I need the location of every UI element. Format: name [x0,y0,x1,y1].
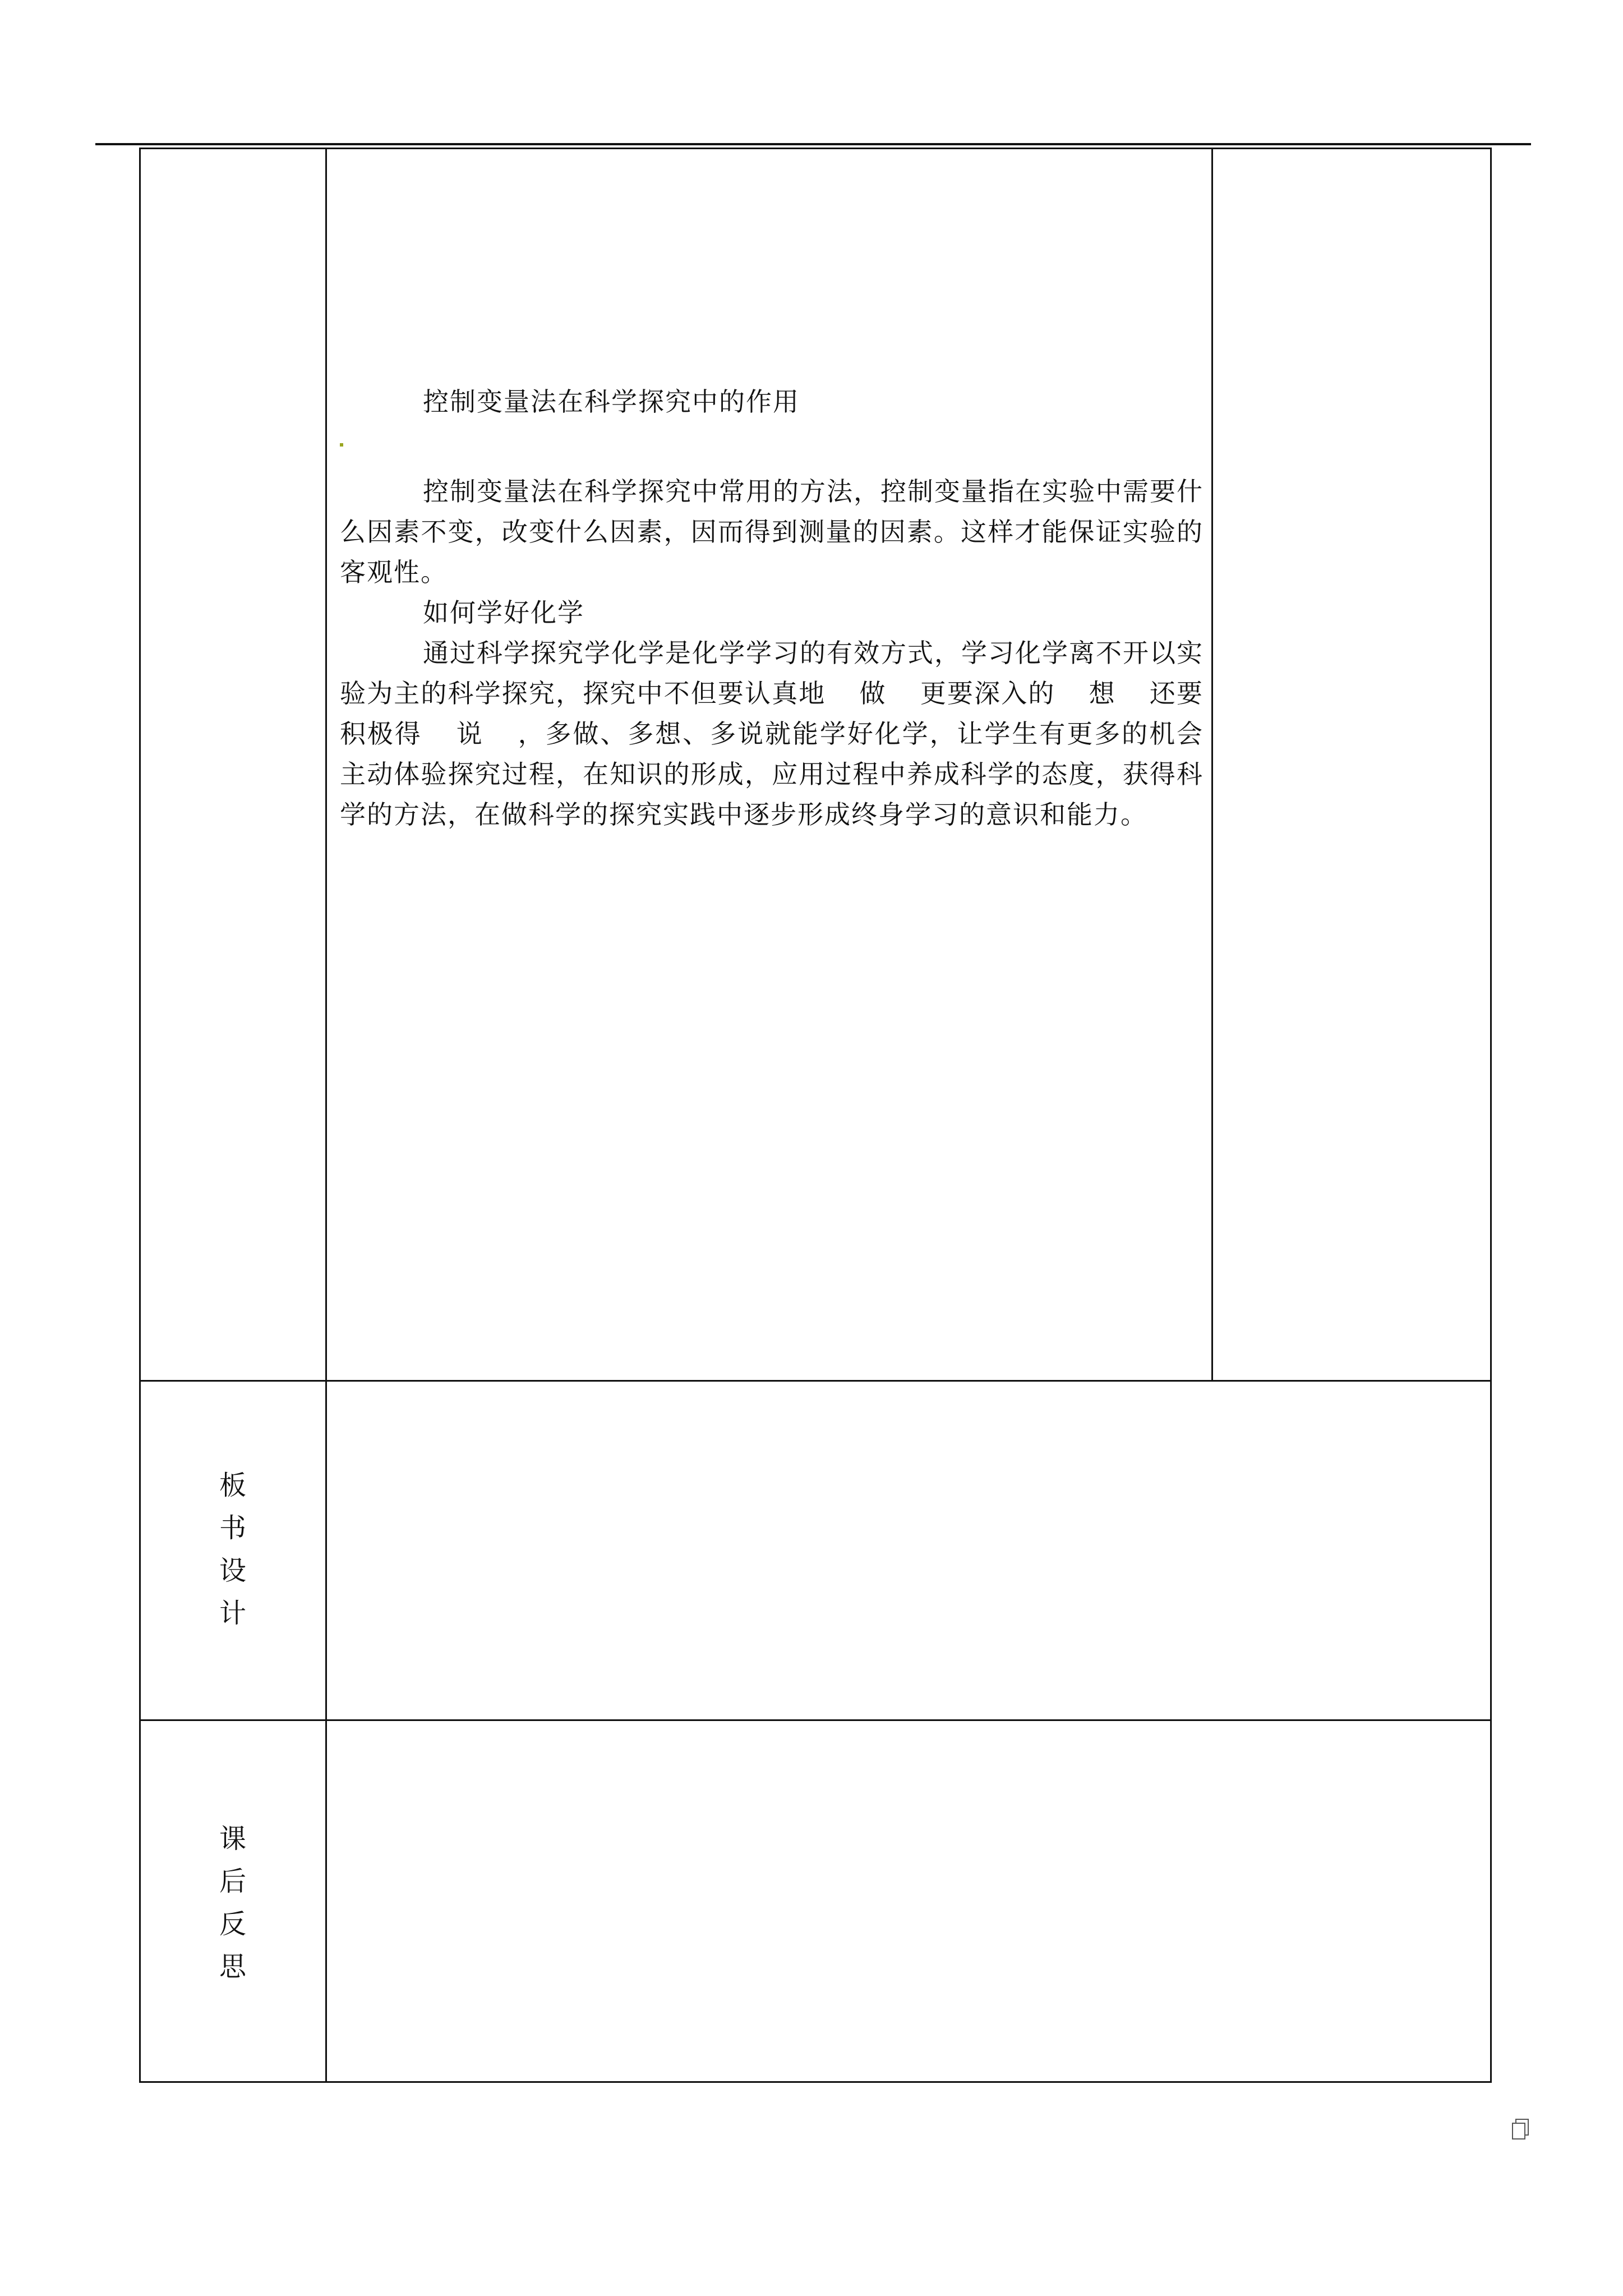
label-char: 后 [219,1866,246,1897]
paragraph-control-variable: 控制变量法在科学探究中常用的方法，控制变量指在实验中需要什么因素不变，改变什么因素，因而得到测量的因素。这样才能保证实验的客观性。 [340,476,1204,587]
spacer [340,422,1204,471]
row-divider-2 [139,1719,1492,1721]
paragraph-learn-chemistry [340,633,1204,835]
column-divider-left [325,148,327,2083]
content-cell [340,381,1204,835]
column-divider-right [1211,148,1213,1382]
label-char: 书 [219,1512,246,1544]
label-char: 板 [219,1470,246,1501]
label-char: 课 [219,1823,246,1855]
paragraph-part-4: ，多做、多想、多说就能学好化学，让学生有更多的机会主动体验探究过程，在知识的形成，应用过程中养成科学的态度，获得科学的方法，在做科学的探究实践中逐步形成终身学习的意识和能力。 [340,719,1204,830]
word-say: 说 [455,719,484,749]
header-rule [95,143,1531,145]
label-char: 思 [219,1951,246,1982]
heading-control-variable: 控制变量法在科学探究中的作用 [423,386,800,417]
reflection-label [202,1818,264,1988]
word-think: 想 [1089,678,1116,708]
copy-pages-icon[interactable] [1511,2118,1530,2141]
paragraph-part-1: 通过科学探究学化学是化学学习的有效方式，学习化学离不开以实验为主的科学探究，探究中不但要认真地 [340,638,1204,708]
heading-learn-chemistry: 如何学好化学 [423,597,584,628]
bullet-dot [340,443,343,447]
paragraph-part-2: 更要深入的 [920,678,1055,708]
board-design-label [202,1464,264,1635]
label-char: 设 [219,1555,246,1586]
row-divider-1 [139,1380,1492,1382]
word-do: 做 [859,678,887,708]
label-char: 计 [219,1598,246,1629]
paragraph-part-3: 还要积极得 [340,678,1204,749]
label-char: 反 [219,1908,246,1940]
